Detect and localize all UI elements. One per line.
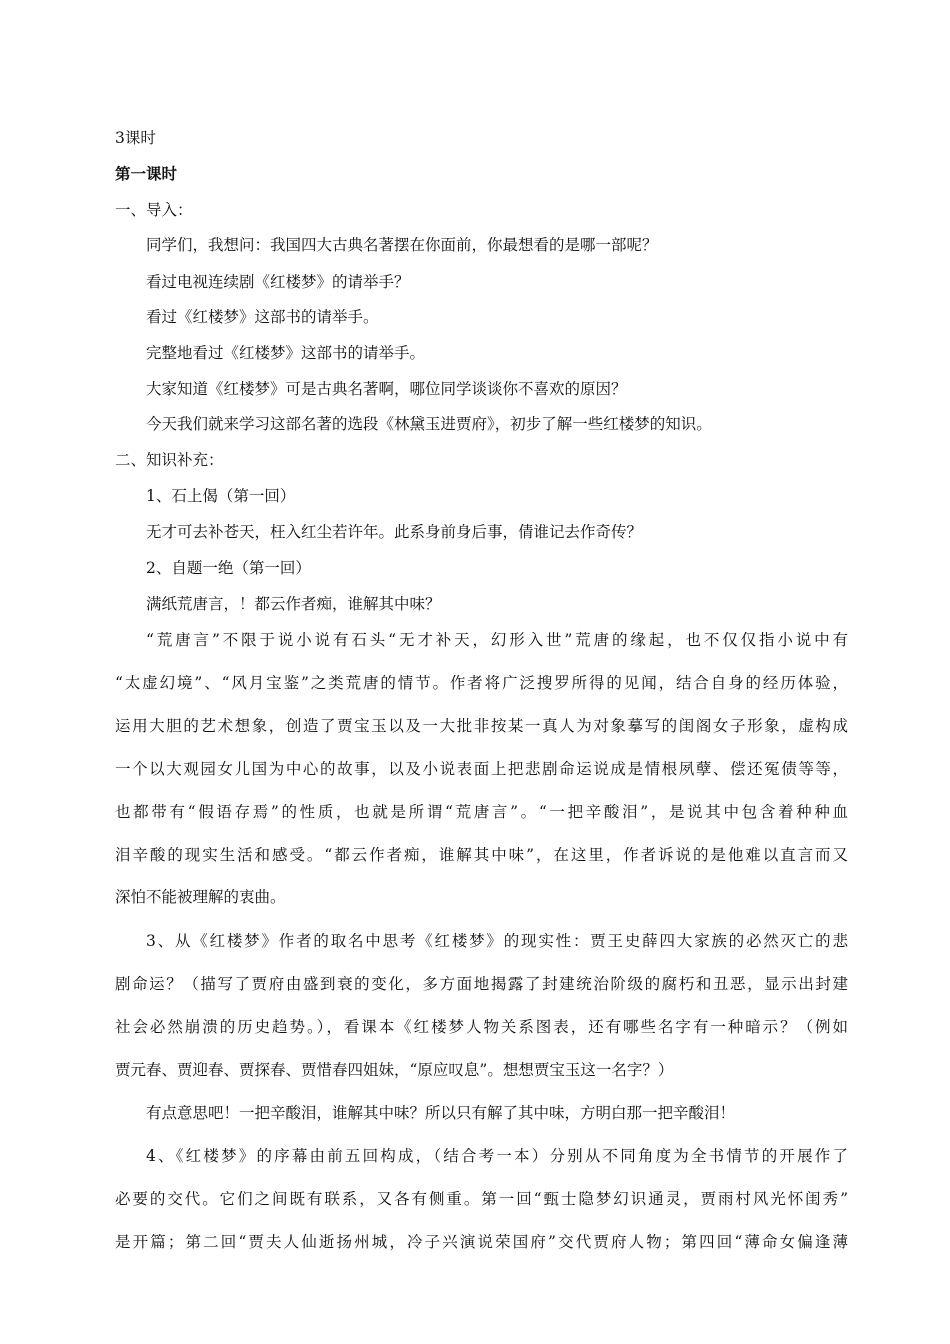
intro-paragraph: 看过《红楼梦》这部书的请举手。 <box>146 308 379 326</box>
item2-explain-line: 一个以大观园女儿国为中心的故事，以及小说表面上把悲剧命运说成是情根夙孽、偿还冤债等等， <box>115 760 848 778</box>
item2-explain-line: 运用大胆的艺术想象，创造了贾宝玉以及一大批非按某一真人为对象摹写的闺阁女子形象，虚构成 <box>115 717 848 735</box>
lesson-title: 第一课时 <box>115 165 178 183</box>
item4-line: 是开篇；第二回“贾夫人仙逝扬州城，冷子兴演说荣国府”交代贾府人物；第四回“薄命女偏逢薄 <box>115 1233 848 1251</box>
item3-line: 3、从《红楼梦》作者的取名中思考《红楼梦》的现实性：贾王史薛四大家族的必然灭亡的悲 <box>146 932 848 950</box>
item4-line: 4、《红楼梦》的序幕由前五回构成，（结合考一本）分别从不同角度为全书情节的开展作了 <box>146 1147 848 1165</box>
section1-heading: 一、导入： <box>115 201 193 219</box>
intro-paragraph: 大家知道《红楼梦》可是古典名著啊，哪位同学谈谈你不喜欢的原因？ <box>146 380 627 398</box>
item2-explain-line: “太虚幻境”、“风月宝鉴”之类荒唐的情节。作者将广泛搜罗所得的见闻，结合自身的经历体验， <box>115 674 848 692</box>
intro-paragraph: 今天我们就来学习这部名著的选段《林黛玉进贾府》，初步了解一些红楼梦的知识。 <box>146 415 712 433</box>
item2-explain-line: 泪辛酸的现实生活和感受。“都云作者痴，谁解其中味”，在这里，作者诉说的是他难以直言而又 <box>115 846 848 864</box>
item1-poem: 无才可去补苍天，枉入红尘若许年。此系身前身后事，倩谁记去作奇传？ <box>146 523 643 541</box>
item2-explain-line: 深怕不能被理解的衷曲。 <box>115 888 286 906</box>
intro-paragraph: 同学们，我想问：我国四大古典名著摆在你面前，你最想看的是哪一部呢？ <box>146 236 658 254</box>
hours-label: 3课时 <box>115 129 156 147</box>
item3-remark: 有点意思吧！一把辛酸泪，谁解其中味？所以只有解了其中味，方明白那一把辛酸泪！ <box>146 1104 736 1122</box>
item3-line: 社会必然崩溃的历史趋势。），看课本《红楼梦人物关系图表，还有哪些名字有一种暗示？（例如 <box>115 1018 848 1036</box>
item2-explain-line: 也都带有“假语存焉”的性质，也就是所谓“荒唐言”。“一把辛酸泪”，是说其中包含着种种血 <box>115 803 848 821</box>
item2-title: 2、自题一绝（第一回） <box>146 559 311 577</box>
item3-line: 剧命运？（描写了贾府由盛到衰的变化，多方面地揭露了封建统治阶级的腐朽和丑恶，显示出封建 <box>115 975 848 993</box>
item2-explain-line: “荒唐言”不限于说小说有石头“无才补天，幻形入世”荒唐的缘起，也不仅仅指小说中有 <box>146 631 848 649</box>
section2-heading: 二、知识补充： <box>115 451 224 469</box>
item3-line: 贾元春、贾迎春、贾探春、贾惜春四姐妹，“原应叹息”。想想贾宝玉这一名字？） <box>115 1061 674 1079</box>
item4-line: 必要的交代。它们之间既有联系，又各有侧重。第一回“甄士隐梦幻识通灵，贾雨村风光怀闺秀” <box>115 1190 848 1208</box>
intro-paragraph: 完整地看过《红楼梦》这部书的请举手。 <box>146 344 426 362</box>
item1-title: 1、石上偈（第一回） <box>146 487 296 505</box>
item2-poem: 满纸荒唐言，！都云作者痴，谁解其中味？ <box>146 595 441 613</box>
intro-paragraph: 看过电视连续剧《红楼梦》的请举手？ <box>146 273 410 291</box>
